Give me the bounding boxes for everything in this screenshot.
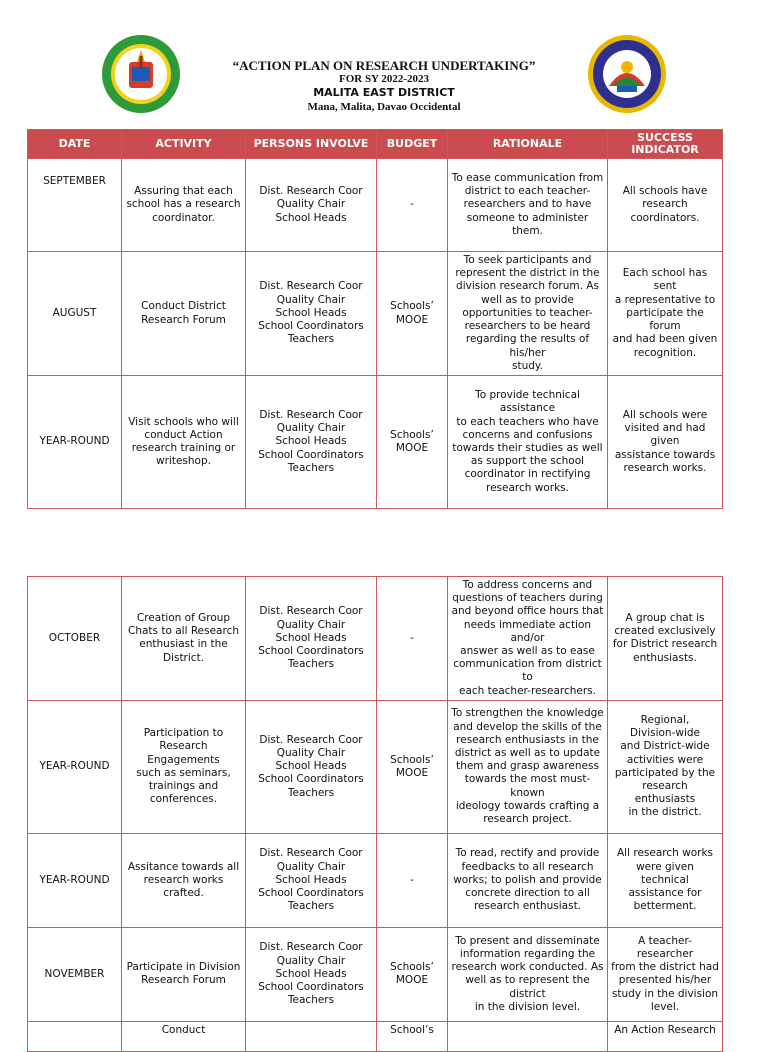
column-header-success-indicator: SUCCESS INDICATOR [608,130,723,159]
activity-cell: Assuring that each school has a research coordinator. [122,159,246,252]
rationale-cell: To read, rectify and provide feedbacks to all research works; to polish and provide concrete direction to all research enthusiast. [448,833,608,927]
table-row [28,1021,723,1051]
activity-cell: Visit schools who will conduct Action research training or writeshop. [122,376,246,509]
rationale-cell: To provide technical assistance to each teachers who have concerns and confusions towards their studies as well as support the school coordinator in rectifying research works. [448,376,608,509]
title-block [200,58,568,114]
table-row [28,159,723,252]
document-header [0,0,768,128]
indicator-cell: Regional, Division-wide and District-wide activities were participated by the research enthusiasts in the district. [608,700,723,833]
column-header-persons-involve: PERSONS INVOLVE [246,130,377,159]
indicator-cell: All schools have research coordinators. [608,159,723,252]
rationale-cell [448,1021,608,1051]
persons-cell: Dist. Research Coor Quality Chair School Heads School Coordinators Teachers [246,833,377,927]
activity-cell: Participate in Division Research Forum [122,927,246,1021]
persons-cell: Dist. Research Coor Quality Chair School Heads School Coordinators Teachers [246,376,377,509]
date-cell: YEAR-ROUND [28,833,122,927]
budget-cell: Schools’ MOOE [377,700,448,833]
persons-cell: Dist. Research Coor Quality Chair School Heads School Coordinators Teachers [246,577,377,701]
table-header-row [28,130,723,159]
date-cell: OCTOBER [28,577,122,701]
rationale-cell: To present and disseminate information regarding the research work conducted. As well as to represent the district in the division level. [448,927,608,1021]
persons-cell: Dist. Research Coor Quality Chair School Heads School Coordinators Teachers [246,252,377,376]
date-cell: YEAR-ROUND [28,700,122,833]
budget-cell: Schools’ MOOE [377,252,448,376]
budget-cell: - [377,577,448,701]
activity-cell: Creation of Group Chats to all Research enthusiast in the District. [122,577,246,701]
action-plan-table-bottom [27,576,723,1052]
column-header-budget: BUDGET [377,130,448,159]
rationale-cell: To seek participants and represent the district in the division research forum. As well as to provide opportunities to teacher- researchers to be heard regarding the results of his/her study. [448,252,608,376]
address: Mana, Malita, Davao Occidental [307,101,461,113]
indicator-cell: A teacher-researcher from the district had presented his/her study in the division level. [608,927,723,1021]
budget-cell: - [377,833,448,927]
activity-cell: Participation to Research Engagements such as seminars, trainings and conferences. [122,700,246,833]
budget-cell: Schools’ MOOE [377,927,448,1021]
table-row [28,252,723,376]
table-row [28,376,723,509]
indicator-cell: All research works were given technical assistance for betterment. [608,833,723,927]
indicator-cell: A group chat is created exclusively for District research enthusiasts. [608,577,723,701]
activity-cell: Conduct District Research Forum [122,252,246,376]
school-year: FOR SY 2022-2023 [338,73,430,85]
date-cell: NOVEMBER [28,927,122,1021]
rationale-cell: To ease communication from district to each teacher- researchers and to have someone to administer them. [448,159,608,252]
table-row [28,833,723,927]
district-name: MALITA EAST DISTRICT [313,86,455,99]
indicator-cell: An Action Research [608,1021,723,1051]
action-plan-table-top [27,129,723,509]
persons-cell: Dist. Research Coor Quality Chair School Heads [246,159,377,252]
rationale-cell: To strengthen the knowledge and develop the skills of the research enthusiasts in the district as well as to update them and grasp awareness towards the most must-known ideology towards crafting a research project. [448,700,608,833]
document-title: “ACTION PLAN ON RESEARCH UNDERTAKING” [232,58,536,73]
indicator-cell: Each school has sent a representative to participate the forum and had been given recognition. [608,252,723,376]
date-cell: AUGUST [28,252,122,376]
table-row [28,577,723,701]
activity-cell: Conduct [122,1021,246,1051]
budget-cell: Schools’ MOOE [377,376,448,509]
column-header-date: DATE [28,130,122,159]
column-header-activity: ACTIVITY [122,130,246,159]
persons-cell: Dist. Research Coor Quality Chair School Heads School Coordinators Teachers [246,927,377,1021]
activity-cell: Assitance towards all research works crafted. [122,833,246,927]
budget-cell: School’s [377,1021,448,1051]
table-row [28,927,723,1021]
deped-seal-logo [101,34,181,114]
budget-cell: - [377,159,448,252]
district-seal-logo [587,34,667,114]
date-cell [28,1021,122,1051]
persons-cell [246,1021,377,1051]
table-row [28,700,723,833]
persons-cell: Dist. Research Coor Quality Chair School Heads School Coordinators Teachers [246,700,377,833]
rationale-cell: To address concerns and questions of teachers during and beyond office hours that needs immediate action and/or answer as well as to ease communication from district to each teacher-researchers. [448,577,608,701]
date-cell: SEPTEMBER [28,159,122,252]
date-cell: YEAR-ROUND [28,376,122,509]
column-header-rationale: RATIONALE [448,130,608,159]
indicator-cell: All schools were visited and had given assistance towards research works. [608,376,723,509]
